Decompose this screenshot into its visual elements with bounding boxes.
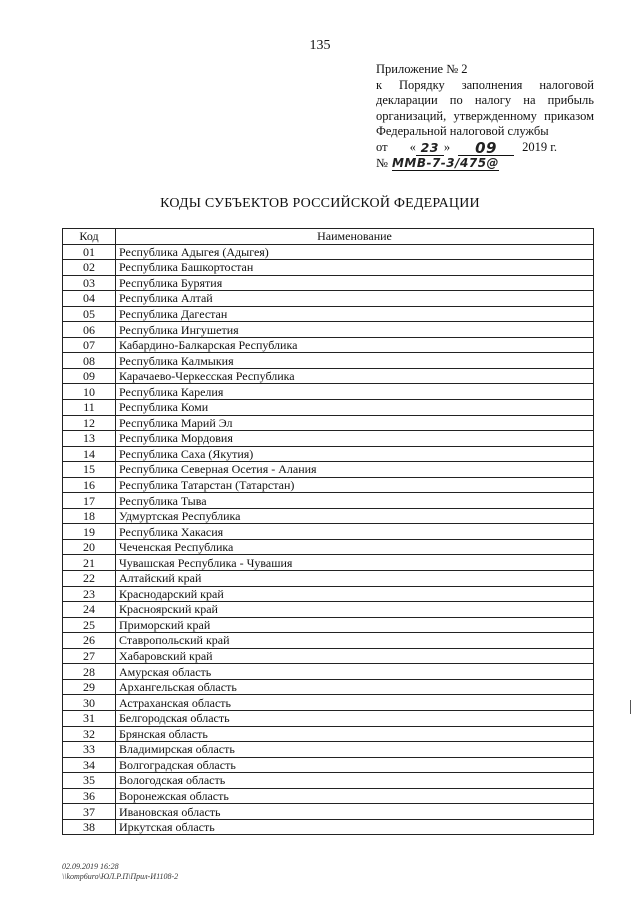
- region-name: Белгородская область: [116, 710, 594, 726]
- region-codes-table: [62, 228, 594, 835]
- region-code: 14: [63, 446, 116, 462]
- region-code: 09: [63, 368, 116, 384]
- region-code: 29: [63, 679, 116, 695]
- table-row: [63, 571, 594, 587]
- appendix-title: Приложение № 2: [376, 62, 468, 76]
- table-row: [63, 539, 594, 555]
- date-close-quote: »: [443, 139, 451, 154]
- page-number: 135: [309, 38, 331, 53]
- region-code: 30: [63, 695, 116, 711]
- table-row: [63, 726, 594, 742]
- table-row: [63, 508, 594, 524]
- region-code: 33: [63, 742, 116, 758]
- table-header-row: [63, 229, 594, 245]
- region-name: Приморский край: [116, 617, 594, 633]
- table-row: [63, 477, 594, 493]
- table-row: [63, 679, 594, 695]
- region-code: 34: [63, 757, 116, 773]
- date-open-quote: «: [409, 139, 416, 154]
- region-code: 28: [63, 664, 116, 680]
- table-row: [63, 493, 594, 509]
- region-code: 21: [63, 555, 116, 571]
- table-row: [63, 695, 594, 711]
- table-row: [63, 819, 594, 835]
- date-prefix: от: [376, 139, 388, 154]
- appendix-date: [376, 140, 594, 156]
- table-row: [63, 773, 594, 789]
- region-name: Удмуртская Республика: [116, 508, 594, 524]
- table-row: [63, 415, 594, 431]
- region-name: Вологодская область: [116, 773, 594, 789]
- region-code: 27: [63, 648, 116, 664]
- region-name: Республика Коми: [116, 400, 594, 416]
- region-code: 16: [63, 477, 116, 493]
- table-row: [63, 664, 594, 680]
- region-code: 26: [63, 633, 116, 649]
- appendix-authority: Федеральной налоговой службы: [376, 124, 549, 139]
- table-row: [63, 757, 594, 773]
- region-code: 15: [63, 462, 116, 478]
- region-code: 37: [63, 804, 116, 820]
- region-code: 22: [63, 571, 116, 587]
- region-name: Краснодарский край: [116, 586, 594, 602]
- region-name: Архангельская область: [116, 679, 594, 695]
- region-name: Республика Ингушетия: [116, 322, 594, 338]
- table-row: [63, 602, 594, 618]
- table-row: [63, 275, 594, 291]
- table-row: [63, 291, 594, 307]
- region-name: Республика Бурятия: [116, 275, 594, 291]
- region-code: 24: [63, 602, 116, 618]
- table-row: [63, 804, 594, 820]
- number-prefix: №: [376, 155, 388, 170]
- region-code: 20: [63, 539, 116, 555]
- region-name: Астраханская область: [116, 695, 594, 711]
- margin-mark: [630, 700, 631, 714]
- table-row: [63, 788, 594, 804]
- table-row: [63, 244, 594, 260]
- region-name: Амурская область: [116, 664, 594, 680]
- region-name: Чеченская Республика: [116, 539, 594, 555]
- region-name: Алтайский край: [116, 571, 594, 587]
- region-code: 13: [63, 431, 116, 447]
- table-row: [63, 306, 594, 322]
- table-row: [63, 260, 594, 276]
- appendix-block: [376, 62, 594, 171]
- region-name: Республика Татарстан (Татарстан): [116, 477, 594, 493]
- region-code: 12: [63, 415, 116, 431]
- region-code: 35: [63, 773, 116, 789]
- region-name: Красноярский край: [116, 602, 594, 618]
- region-name: Республика Башкортостан: [116, 260, 594, 276]
- table-row: [63, 555, 594, 571]
- table-row: [63, 710, 594, 726]
- region-name: Ивановская область: [116, 804, 594, 820]
- region-code: 18: [63, 508, 116, 524]
- table-row: [63, 353, 594, 369]
- region-code: 02: [63, 260, 116, 276]
- date-year: 2019 г.: [522, 139, 558, 154]
- table-row: [63, 648, 594, 664]
- region-code: 31: [63, 710, 116, 726]
- region-name: Республика Алтай: [116, 291, 594, 307]
- table-row: [63, 742, 594, 758]
- region-code: 07: [63, 337, 116, 353]
- footer-info: [62, 862, 178, 882]
- table-row: [63, 633, 594, 649]
- table-row: [63, 524, 594, 540]
- region-code: 01: [63, 244, 116, 260]
- region-name: Волгоградская область: [116, 757, 594, 773]
- region-name: Республика Хакасия: [116, 524, 594, 540]
- region-code: 08: [63, 353, 116, 369]
- region-code: 23: [63, 586, 116, 602]
- appendix-number: [376, 156, 594, 172]
- region-name: Республика Дагестан: [116, 306, 594, 322]
- region-code: 19: [63, 524, 116, 540]
- region-code: 10: [63, 384, 116, 400]
- region-code: 17: [63, 493, 116, 509]
- region-name: Хабаровский край: [116, 648, 594, 664]
- region-code: 11: [63, 400, 116, 416]
- region-code: 36: [63, 788, 116, 804]
- region-name: Брянская область: [116, 726, 594, 742]
- table-row: [63, 431, 594, 447]
- table-row: [63, 322, 594, 338]
- table-row: [63, 337, 594, 353]
- region-name: Республика Адыгея (Адыгея): [116, 244, 594, 260]
- footer-timestamp: 02.09.2019 16:28: [62, 862, 119, 871]
- region-name: Ставропольский край: [116, 633, 594, 649]
- number-value: ММВ-7-3/475@: [391, 156, 500, 171]
- region-code: 38: [63, 819, 116, 835]
- region-name: Республика Тыва: [116, 493, 594, 509]
- region-code: 06: [63, 322, 116, 338]
- table-row: [63, 586, 594, 602]
- table-row: [63, 400, 594, 416]
- region-name: Воронежская область: [116, 788, 594, 804]
- header-code: Код: [63, 229, 116, 245]
- appendix-reference: к Порядку заполнения налоговой декларации по налогу на прибыль организаций, утвержденному приказом: [376, 77, 594, 123]
- region-name: Владимирская область: [116, 742, 594, 758]
- header-name: Наименование: [116, 229, 594, 245]
- region-name: Республика Мордовия: [116, 431, 594, 447]
- region-code: 04: [63, 291, 116, 307]
- region-name: Республика Карелия: [116, 384, 594, 400]
- region-name: Республика Калмыкия: [116, 353, 594, 369]
- date-day: 23: [416, 141, 444, 156]
- date-month: 09: [458, 141, 514, 156]
- region-name: Республика Саха (Якутия): [116, 446, 594, 462]
- region-code: 05: [63, 306, 116, 322]
- region-code: 32: [63, 726, 116, 742]
- region-code: 03: [63, 275, 116, 291]
- region-name: Республика Северная Осетия - Алания: [116, 462, 594, 478]
- region-code: 25: [63, 617, 116, 633]
- region-name: Иркутская область: [116, 819, 594, 835]
- document-title: КОДЫ СУБЪЕКТОВ РОССИЙСКОЙ ФЕДЕРАЦИИ: [160, 196, 480, 211]
- region-name: Республика Марий Эл: [116, 415, 594, 431]
- table-row: [63, 384, 594, 400]
- table-row: [63, 462, 594, 478]
- region-name: Карачаево-Черкесская Республика: [116, 368, 594, 384]
- region-name: Кабардино-Балкарская Республика: [116, 337, 594, 353]
- footer-file-path: \\komp6uro\ЮЛ.Р.П\Прил-И1108-2: [62, 872, 179, 881]
- table-row: [63, 368, 594, 384]
- region-name: Чувашская Республика - Чувашия: [116, 555, 594, 571]
- table-row: [63, 446, 594, 462]
- table-row: [63, 617, 594, 633]
